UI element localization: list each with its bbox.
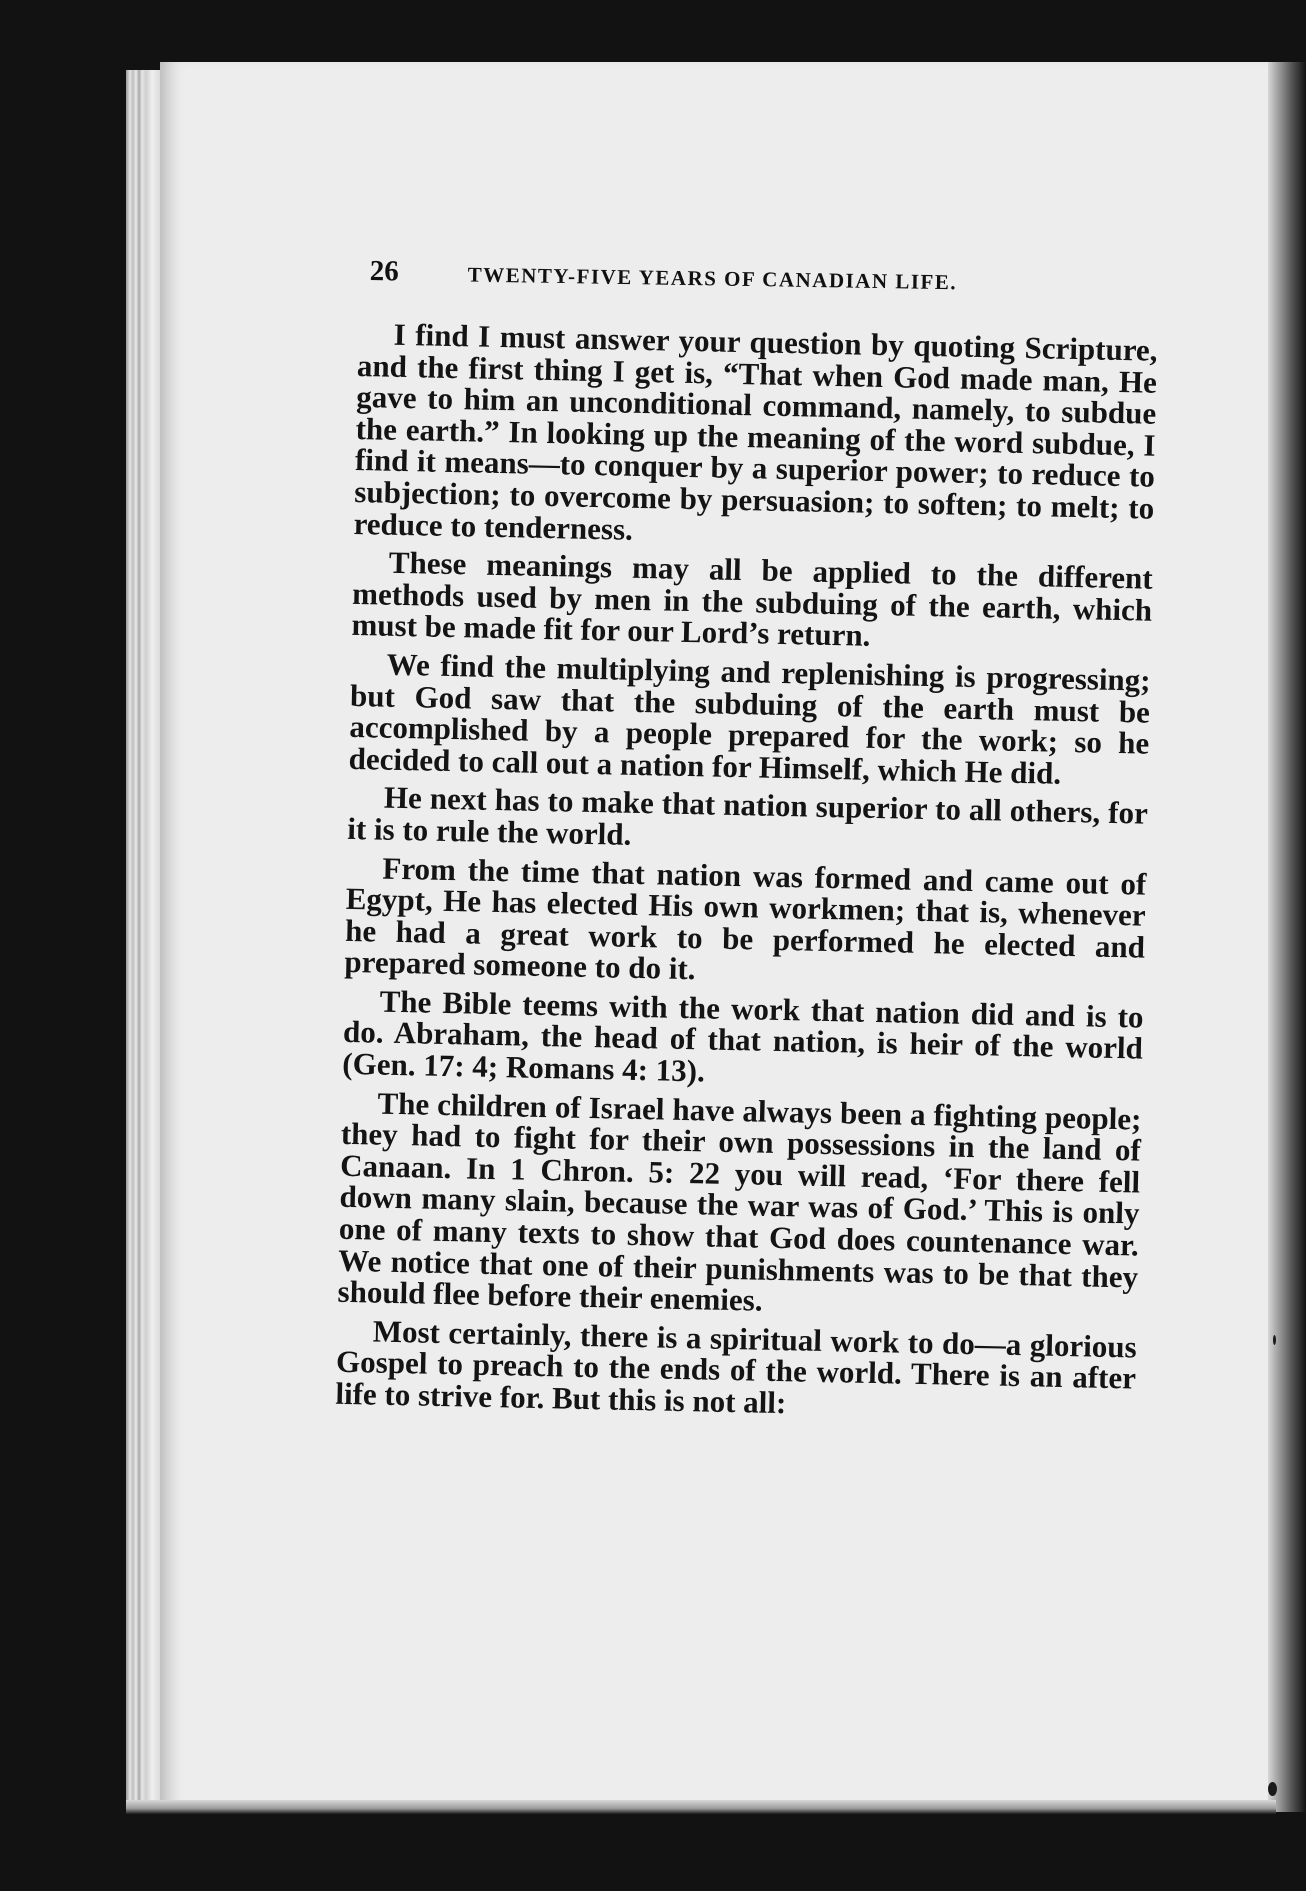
paragraph: From the time that nation was formed and came out of Egypt, He has elected His own workmen; that is, whenever he had a great work to be performed he elected and prepared someone to do it. [344,850,1147,987]
running-head: TWENTY-FIVE YEARS OF CANADIAN LIFE. [467,262,958,295]
paragraph: The children of Israel have always been a fighting people; they had to fight for their own possessions in the land of Canaan. In 1 Chron. 5: 22 you will read, ‘For there fell down many slain, because the war was of God.’ This is only one of many texts to show that God does countenance war. We notice that one of their punishments was to be that they should flee before their enemies. [337,1085,1142,1318]
paragraph: He next has to make that nation superior to all others, for it is to rule the world. [346,779,1149,852]
gutter-shadow [1268,62,1306,1812]
paragraph: The Bible teems with the work that nation did and is to do. Abraham, the head of that nation, is heir of the world (Gen. 17: 4; Romans 4: 13). [342,983,1144,1089]
paragraph: These meanings may all be applied to the different methods used by men in the subduing of the earth, which must be made fit for our Lord’s return. [351,544,1154,654]
paragraph: Most certainly, there is a spiritual work to do—a glorious Gospel to preach to the ends of the world. There is an after life to strive for. But this is not all: [335,1313,1137,1421]
page-bottom-edge [126,1800,1276,1814]
paragraph: We find the multiplying and replenishing is progressing; but God saw that the subduing of the earth must be accomplished by a people prepared for the work; so he decided to call out a nation for Himself, which He did. [348,646,1151,791]
page-number: 26 [369,255,399,288]
paragraph: I find I must answer your question by quoting Scripture, and the first thing I get is, “That when God made man, He gave to him an unconditional command, namely, to subdue the earth.” In looking up the meaning of the word subdue, I find it means—to conquer by a superior power; to reduce to subjection; to overcome by persuasion; to soften; to melt; to reduce to tenderness. [353,316,1158,547]
dust-speck [1268,1782,1277,1796]
dust-speck [1273,1335,1276,1345]
body-text [335,318,1158,1433]
